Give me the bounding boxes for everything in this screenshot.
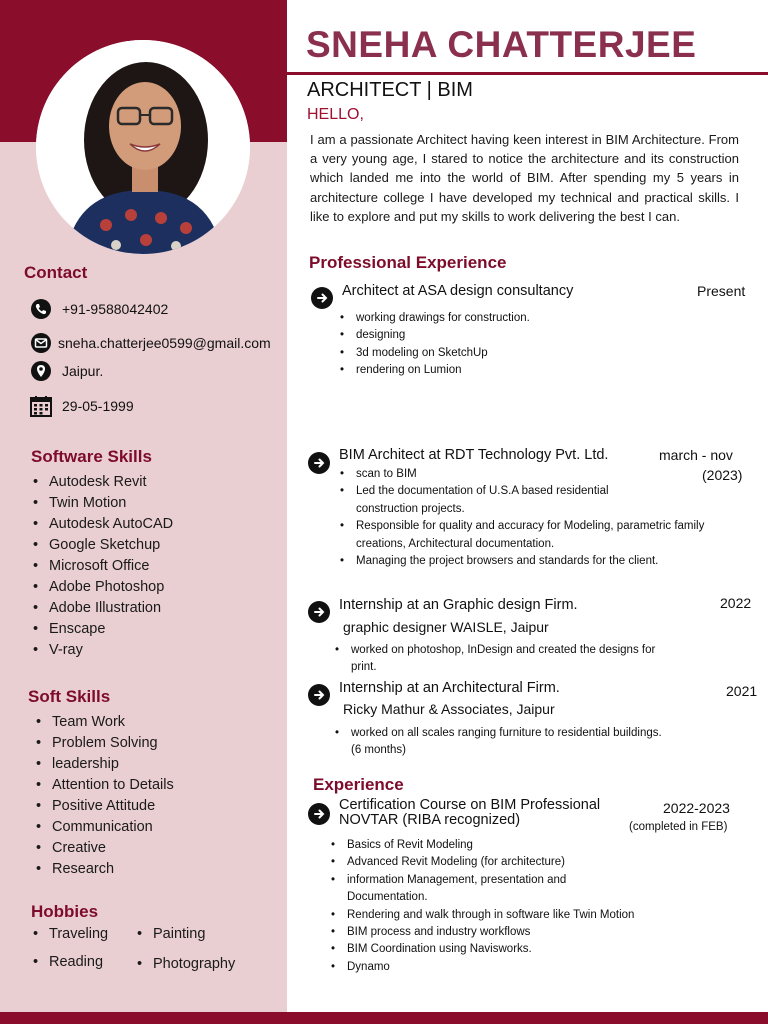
- job-bullets: [338, 310, 530, 380]
- course-title: Certification Course on BIM Professional: [339, 797, 601, 813]
- bottom-accent-bar: [0, 1012, 768, 1024]
- professional-experience-title: Professional Experience: [309, 253, 507, 272]
- job-title: BIM Architect at RDT Technology Pvt. Ltd.: [339, 447, 609, 463]
- experience-title: Experience: [313, 775, 404, 794]
- list-item: • rendering on Lumion: [338, 362, 530, 379]
- contact-title: Contact: [24, 263, 88, 282]
- list-item: • Twin Motion: [31, 493, 173, 514]
- contact-dob: [30, 395, 134, 417]
- job-subtitle: Ricky Mathur & Associates, Jaipur: [343, 701, 555, 717]
- list-item: • BIM process and industry workflows: [329, 924, 679, 941]
- list-item: • Reading: [31, 952, 108, 973]
- list-item: • Microsoft Office: [31, 556, 173, 577]
- soft-skills-list: [34, 712, 174, 880]
- location-text: Jaipur.: [62, 363, 104, 379]
- list-item: • worked on photoshop, InDesign and created the designs for print.: [333, 642, 683, 677]
- course-date: 2022-2023: [663, 800, 730, 816]
- header-rule: [287, 72, 768, 75]
- list-item: • scan to BIM: [338, 466, 708, 483]
- list-item: • Creative: [34, 838, 174, 859]
- calendar-icon: [30, 395, 52, 417]
- job-date: march - nov: [659, 447, 733, 463]
- list-item: • Dynamo: [329, 959, 679, 976]
- job-title: Internship at an Architectural Firm.: [339, 680, 560, 696]
- software-skills-title: Software Skills: [31, 447, 152, 466]
- list-item: • Adobe Photoshop: [31, 577, 173, 598]
- phone-icon: [30, 298, 52, 320]
- greeting: HELLO,: [307, 106, 364, 123]
- contact-location: [30, 360, 103, 382]
- list-item: • Photography: [135, 954, 235, 975]
- list-item: • Managing the project browsers and standards for the client.: [338, 553, 683, 570]
- avatar: [36, 40, 250, 254]
- job-date: Present: [697, 283, 746, 299]
- list-item: • Painting: [135, 924, 235, 945]
- hobbies-list-left: [31, 924, 108, 973]
- list-item: • Adobe Illustration: [31, 598, 173, 619]
- list-item: • Autodesk AutoCAD: [31, 514, 173, 535]
- email-text[interactable]: sneha.chatterjee0599@gmail.com: [58, 335, 271, 351]
- software-skills-list: [31, 472, 173, 661]
- soft-skills-title: Soft Skills: [28, 687, 111, 706]
- list-item: • Responsible for quality and accuracy for Modeling, parametric family creations, Architectural documentation.: [338, 518, 708, 553]
- list-item: • information Management, presentation and Documentation.: [329, 872, 619, 907]
- arrow-right-icon: [308, 803, 330, 825]
- list-item: • V-ray: [31, 640, 173, 661]
- list-item: • designing: [338, 327, 530, 344]
- list-item: • Attention to Details: [34, 775, 174, 796]
- job-title: Internship at an Graphic design Firm.: [339, 597, 578, 613]
- job-bullets: [333, 725, 663, 760]
- job-bullets: [333, 642, 683, 677]
- contact-phone: [30, 298, 168, 320]
- arrow-right-icon: [308, 601, 330, 623]
- arrow-right-icon: [308, 684, 330, 706]
- hobbies-list-right: [135, 924, 235, 975]
- list-item: • Positive Attitude: [34, 796, 174, 817]
- name-heading: SNEHA CHATTERJEE: [306, 24, 697, 65]
- list-item: • Advanced Revit Modeling (for architecture): [329, 854, 679, 871]
- list-item: • Led the documentation of U.S.A based residential construction projects.: [338, 483, 658, 518]
- course-institute: NOVTAR (RIBA recognized): [339, 812, 521, 828]
- list-item: • Research: [34, 859, 174, 880]
- list-item: • Basics of Revit Modeling: [329, 837, 679, 854]
- course-bullets: [329, 837, 679, 976]
- list-item: • Enscape: [31, 619, 173, 640]
- course-date-note: (completed in FEB): [629, 821, 728, 833]
- intro-paragraph: I am a passionate Architect having keen interest in BIM Architecture. From a very young age, I stared to notice the architecture and its construction which landed me into the world of BIM. After spending my 5 years in architecture college I have developed my technical and practical skills. I like to explore and put my skills to work delivering the best I can.: [310, 132, 739, 224]
- list-item: • BIM Coordination using Navisworks.: [329, 941, 679, 958]
- list-item: • Autodesk Revit: [31, 472, 173, 493]
- phone-text[interactable]: +91-9588042402: [62, 301, 169, 317]
- list-item: • Rendering and walk through in software like Twin Motion: [329, 907, 679, 924]
- job-subtitle: graphic designer WAISLE, Jaipur: [343, 619, 549, 635]
- list-item: • worked on all scales ranging furniture to residential buildings. (6 months): [333, 725, 663, 760]
- job-bullets: [338, 466, 708, 570]
- list-item: • Google Sketchup: [31, 535, 173, 556]
- list-item: • 3d modeling on SketchUp: [338, 345, 530, 362]
- dob-text: 29-05-1999: [62, 398, 134, 414]
- list-item: • Problem Solving: [34, 733, 174, 754]
- job-date: 2022: [720, 595, 752, 611]
- list-item: • Traveling: [31, 924, 108, 945]
- list-item: • leadership: [34, 754, 174, 775]
- arrow-right-icon: [308, 452, 330, 474]
- job-date-year: (2023): [702, 467, 743, 483]
- job-date: 2021: [726, 683, 758, 699]
- hobbies-title: Hobbies: [31, 902, 99, 921]
- list-item: • Communication: [34, 817, 174, 838]
- role-title: ARCHITECT | BIM: [307, 79, 473, 101]
- job-title: Architect at ASA design consultancy: [342, 283, 574, 299]
- list-item: • working drawings for construction.: [338, 310, 530, 327]
- list-item: • Team Work: [34, 712, 174, 733]
- arrow-right-icon: [311, 287, 333, 309]
- contact-email: [30, 332, 271, 354]
- location-pin-icon: [30, 360, 52, 382]
- mail-icon: [30, 332, 52, 354]
